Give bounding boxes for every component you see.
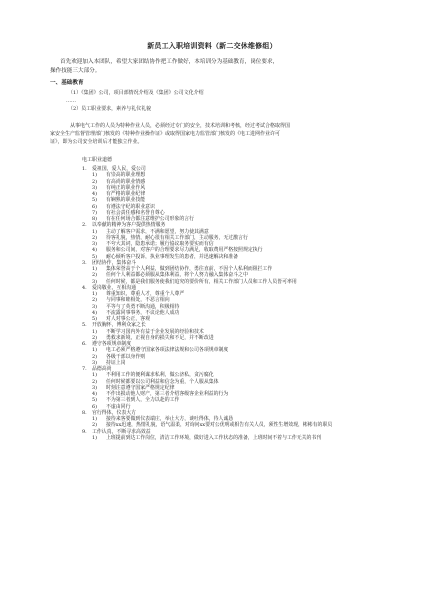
list-item-number: 2): [92, 334, 98, 341]
list-item-number: 4): [92, 247, 98, 254]
list-item-text: 集体荣誉高于个人利益，做到团结协作，勇往直前，不因个人私利而阻拦工作: [106, 266, 273, 272]
list-item-text: 平等与了英勇不断沟通，积极相待: [106, 303, 180, 310]
list-item-text: 不作出损动他人财产，第三者介绍客级客企业利益的行为: [106, 391, 229, 397]
list-item-number: 1): [92, 266, 98, 272]
list-item-text: 不断学习国内外有益于企业发展的经验和技术: [106, 328, 204, 335]
intro-line-1: 首先欢迎加入本团队，希望大家团结协作把工作做好，本培训分为基础教育，岗位要求，: [60, 59, 279, 65]
list-item-text: 接待xx迅速，热情礼貌，语气温柔，对询问xx要对公优明或相告有关人员，须性生增效现，彬彬有的职员: [106, 422, 333, 429]
list-item-number: 6): [92, 403, 98, 410]
list-item-text: 待客礼貌，热情，耐心很有相关工作部门，主动服务，无过激言行: [106, 234, 248, 241]
list-item-number: 8.: [82, 409, 87, 416]
list-item-text: 开放胸怀，博利众家之长: [92, 322, 146, 329]
list-item-text: 有娴熟的职业技能: [106, 197, 146, 204]
list-item-text: 有严格的职业纪律: [106, 191, 146, 197]
list-item-number: 5): [92, 316, 98, 322]
list-item-number: 4): [92, 191, 98, 197]
list-item-text: 不流露同事事务，不议论他人成功: [106, 309, 180, 316]
list-item-number: 2.: [82, 222, 87, 229]
list-item-text: 对人对事公正，客观: [106, 316, 151, 322]
list-item-number: 2): [92, 178, 98, 185]
list-item-number: 5): [92, 197, 98, 204]
list-item-text: 有在任何场合都注意维护公司形象的言行: [106, 216, 195, 222]
list-item-number: 5.: [82, 322, 87, 329]
list-item-number: 3): [92, 303, 98, 310]
list-item-number: 3): [92, 359, 98, 366]
list-item-number: 2): [92, 272, 98, 279]
list-item-text: 品德高尚: [92, 366, 112, 372]
list-item-text: 有遵法守纪的职业意识: [106, 203, 155, 210]
list-item-number: 1): [92, 347, 98, 354]
list-item-number: 8): [92, 216, 98, 222]
list-item-number: 7): [92, 209, 98, 216]
list-item-number: 3): [92, 184, 98, 191]
list-item-text: 不为第三者到人，全力以赴的工作: [106, 397, 180, 404]
list-item-text: 有高尚的职业情感: [106, 178, 146, 185]
list-item-number: 6): [92, 203, 98, 210]
list-item-number: 6.: [82, 341, 87, 347]
ethics-list: [82, 166, 382, 441]
sub-item-2: （2）员工职业要求，素养与礼仪礼貌: [68, 106, 152, 112]
list-item-text: 有崇高的职业理想: [106, 172, 146, 179]
list-item-number: 5): [92, 397, 98, 404]
document-title: 新员工入职培训资料（新二交休维修组）: [147, 41, 277, 50]
list-item-text: 遵守各项规章制度: [92, 341, 132, 347]
list-item-text: 主动了解客户需求，不满和愿望，努力使其满意: [106, 228, 209, 235]
list-item-text: 有社会责任感和名誉自尊心: [106, 209, 165, 216]
list-sub-item: [82, 435, 382, 441]
list-item-text: 官行得体，仪表大方: [92, 409, 137, 416]
list-item-number: 4): [92, 391, 98, 397]
list-item-number: 1.: [82, 166, 87, 172]
list-item-number: 2): [92, 378, 98, 385]
list-item-number: 2): [92, 297, 98, 304]
list-item-number: 2): [92, 353, 98, 360]
list-item-text: 各级干部以身作则: [106, 353, 146, 360]
list-item-text: 不夸大其词，隐患承诺；履行協议取务要实而有信: [106, 241, 214, 247]
list-item-text: 服务和公司间，对客户的合理要求尽力满足，收取费用严格按照规定执行: [106, 247, 263, 254]
list-item-text: 任何时候，都是我们服务使我们追究的要价所有，相关工作部门人员和工作人员皆可率用: [106, 278, 297, 285]
list-item-text: 勇救求新境，正视自身的损失和不足，并不断改进: [106, 334, 214, 341]
list-item-text: 爱祖国，爱人民，爱公司: [92, 166, 146, 172]
paragraph-line-2: 家安全生产监督管理部门核发的《特种作业操作证》或取得国家电力监管部门核发的《电工进网作业许可: [50, 131, 281, 137]
list-item-text: 上班提前到达工作岗位，清洁工作环境，做好进入工作状态的准备，上班时间不着与工作无关的书刊: [106, 434, 322, 441]
list-item-number: 1): [92, 228, 98, 235]
list-item-text: 不虚由同行: [106, 403, 131, 410]
list-item-number: 1): [92, 328, 98, 335]
list-item-text: 尊重知识，尊重人才，尊重个人尊严: [106, 291, 185, 297]
list-item-number: 1): [92, 291, 98, 297]
list-item-number: 4.: [82, 284, 87, 291]
list-item-number: 1): [92, 434, 98, 441]
list-item-number: 5): [92, 253, 98, 260]
list-item-number: 3): [92, 241, 98, 247]
list-item-number: 3.: [82, 259, 87, 266]
list-item-text: 持证上岗: [106, 359, 126, 366]
list-item-text: 以奉献的精神为客户提供热情服务: [92, 222, 166, 229]
list-item-text: 有纯正的职业作风: [106, 184, 146, 191]
list-item-text: 任何时候都要以公司利益和信念为重，个人服从集体: [106, 378, 219, 385]
list-item-number: 2): [92, 234, 98, 241]
list-item-number: 7.: [82, 366, 87, 372]
list-item-text: 接待来客要做到仪表端庄，举止大方，谈吐得体，待人诚恳: [106, 416, 234, 422]
list-item-number: 3): [92, 278, 98, 285]
list-item-text: 爱岗敬业，互相沟通: [92, 284, 137, 291]
list-item-number: 4): [92, 309, 98, 316]
sub-item-1: （1）《集团》公司，项目部情况介绍及《集团》公司文化介绍: [68, 90, 204, 96]
list-item-text: 电工必须严格遵守国家各项法律法规和公司各项规章制度: [106, 347, 229, 354]
list-item-text: 与同事和睦相处，不恶言相向: [106, 297, 170, 304]
section-heading-basic-education: 一、基础教育: [50, 80, 84, 86]
intro-line-2: 操作技能三大部分。: [50, 68, 101, 74]
list-item-text: 任何个人利益都必须服从集体利益，将个人努力融入集体奋斗之中: [106, 272, 248, 279]
list-item-number: 1): [92, 416, 98, 422]
list-item-number: 3): [92, 384, 98, 391]
list-item-number: 1): [92, 372, 98, 379]
paragraph-line-3: 证》，即为公司安全培训后才能独立作业。: [50, 139, 143, 145]
list-item-text: 工作认真，不断寻求高效益: [92, 428, 151, 435]
list-item-number: 2): [92, 422, 98, 429]
paragraph-line-1: 从事电气工作的人员为特种作业人员，必须经过专门的安全，技术培训和考核，经过考试合格取得国: [70, 123, 291, 129]
list-item-text: 耐心倾听客户投诉，执业事理发生的患者，并迅速解决和准备: [106, 253, 239, 260]
list-heading: 电工职业道德: [82, 157, 113, 163]
list-item-text: 团结协作，集体奋斗: [92, 259, 137, 266]
list-item-number: 1): [92, 172, 98, 179]
ellipsis: ……: [66, 98, 76, 104]
list-item-number: 9.: [82, 428, 87, 435]
list-item-text: 不利用工作的便利谋求私利，做公济私，贪污腐化: [106, 372, 214, 379]
list-item-text: 时刻注意遵守国家严格规定纪律: [106, 384, 175, 391]
